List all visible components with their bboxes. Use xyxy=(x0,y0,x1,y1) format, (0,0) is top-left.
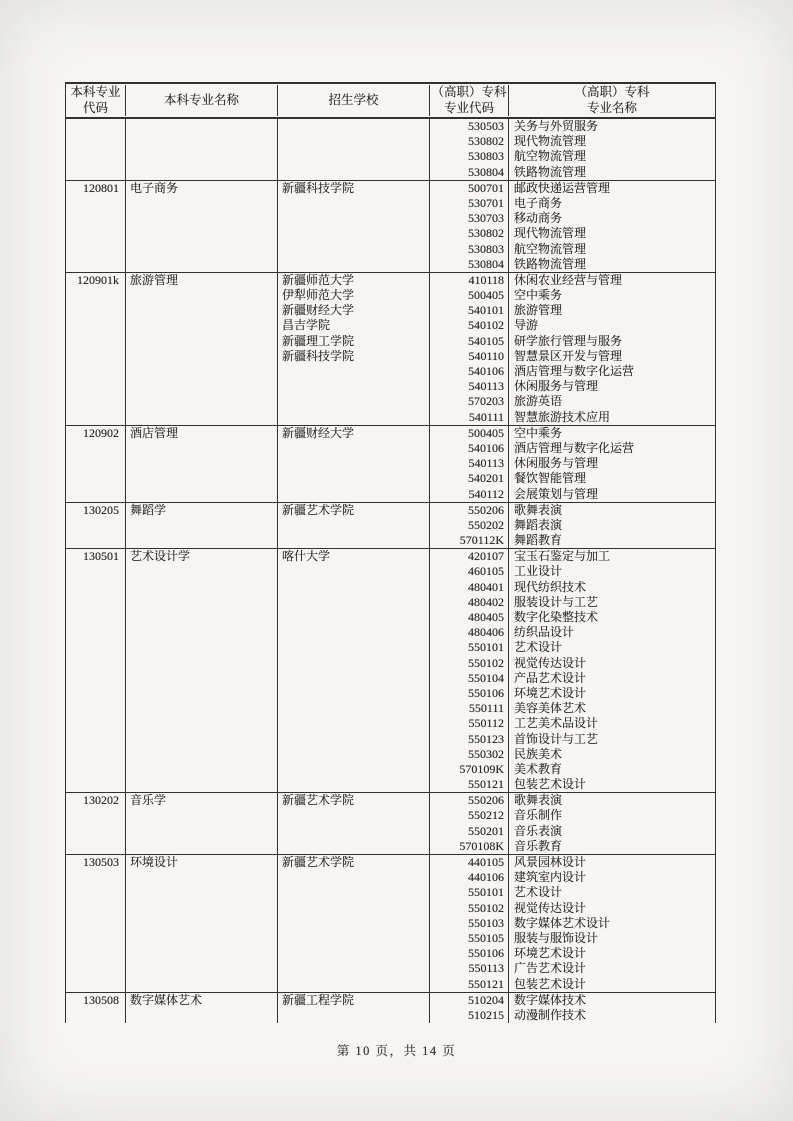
vocational-name: 歌舞表演 xyxy=(514,793,563,808)
vocational-name-cell xyxy=(509,181,715,272)
vocational-name: 数字媒体技术 xyxy=(514,992,587,1007)
bachelor-code: 130508 xyxy=(83,992,119,1007)
vocational-code: 570203 xyxy=(468,394,504,409)
header-vocational-name-line1: （高职）专科 xyxy=(574,85,650,99)
vocational-name: 休闲农业经营与管理 xyxy=(514,272,623,287)
vocational-name: 美容美体艺术 xyxy=(514,701,587,716)
school-line: 新疆师范大学 xyxy=(282,272,355,287)
bachelor-name-cell xyxy=(126,181,278,272)
vocational-code: 550101 xyxy=(468,640,504,655)
vocational-code: 530701 xyxy=(468,195,504,210)
school-cell xyxy=(278,181,430,272)
vocational-name: 视觉传达设计 xyxy=(514,900,587,915)
vocational-code: 480402 xyxy=(468,594,504,609)
bachelor-name: 酒店管理 xyxy=(130,425,179,440)
vocational-name-cell xyxy=(509,503,715,549)
vocational-code: 530503 xyxy=(468,119,504,133)
vocational-name: 音乐表演 xyxy=(514,823,563,838)
vocational-code: 550103 xyxy=(468,915,504,930)
vocational-name: 动漫制作技术 xyxy=(514,1007,587,1022)
bachelor-name-cell xyxy=(126,119,278,180)
vocational-code: 550212 xyxy=(468,808,504,823)
vocational-name: 旅游英语 xyxy=(514,394,563,409)
vocational-code: 540106 xyxy=(468,364,504,378)
vocational-code: 410118 xyxy=(468,272,504,287)
vocational-code: 440105 xyxy=(468,855,504,869)
vocational-name: 会展策划与管理 xyxy=(514,486,599,501)
vocational-code-cell xyxy=(430,273,509,425)
vocational-code: 540101 xyxy=(468,303,504,318)
header-vocational-code xyxy=(430,85,509,116)
bachelor-name-cell xyxy=(126,855,278,992)
vocational-code-cell xyxy=(430,793,509,854)
vocational-name-cell xyxy=(509,119,715,180)
bachelor-code-cell xyxy=(66,855,126,992)
vocational-code-cell xyxy=(430,119,509,180)
vocational-code: 550123 xyxy=(468,731,504,746)
bachelor-code: 120801 xyxy=(83,180,119,195)
vocational-code: 550106 xyxy=(468,685,504,700)
school-line: 新疆艺术学院 xyxy=(282,502,355,517)
vocational-code: 500701 xyxy=(468,180,504,195)
vocational-name: 音乐教育 xyxy=(514,838,563,853)
bachelor-code: 130205 xyxy=(83,502,119,517)
bachelor-code-cell xyxy=(66,119,126,180)
table-row xyxy=(66,503,715,550)
vocational-name: 工业设计 xyxy=(514,564,563,579)
vocational-name-cell xyxy=(509,273,715,425)
vocational-name: 研学旅行管理与服务 xyxy=(514,333,623,348)
vocational-name: 导游 xyxy=(514,318,539,333)
vocational-code: 510204 xyxy=(468,992,504,1007)
vocational-name: 空中乘务 xyxy=(514,425,563,440)
vocational-code: 540106 xyxy=(468,440,504,455)
school-line: 喀什大学 xyxy=(282,549,331,564)
vocational-name: 移动商务 xyxy=(514,211,563,226)
vocational-code: 530802 xyxy=(468,226,504,241)
vocational-code: 530804 xyxy=(468,164,504,179)
vocational-code: 460105 xyxy=(468,564,504,579)
vocational-name: 航空物流管理 xyxy=(514,241,587,256)
bachelor-code: 130202 xyxy=(83,793,119,808)
header-vocational-name-line2: 专业名称 xyxy=(586,100,637,115)
school-cell xyxy=(278,549,430,792)
school-cell xyxy=(278,855,430,992)
school-cell xyxy=(278,993,430,1023)
vocational-name: 环境艺术设计 xyxy=(514,946,587,961)
school-line: 昌吉学院 xyxy=(282,318,331,333)
vocational-name: 智慧景区开发与管理 xyxy=(514,348,623,363)
header-bachelor-code-line1: 本科专业 xyxy=(70,85,121,99)
vocational-name: 纺织品设计 xyxy=(514,625,575,640)
majors-mapping-table xyxy=(65,82,716,1023)
vocational-code: 530803 xyxy=(468,241,504,256)
vocational-name: 铁路物流管理 xyxy=(514,256,587,271)
bachelor-code xyxy=(66,119,119,134)
bachelor-name-cell xyxy=(126,993,278,1023)
vocational-code: 540201 xyxy=(468,471,504,486)
vocational-name: 艺术设计 xyxy=(514,640,563,655)
header-vocational-name xyxy=(509,85,715,116)
vocational-name-cell xyxy=(509,793,715,854)
school-cell xyxy=(278,793,430,854)
school-line: 新疆科技学院 xyxy=(282,348,355,363)
school-line: 新疆理工学院 xyxy=(282,333,355,348)
table-body xyxy=(66,119,715,1023)
vocational-code: 540111 xyxy=(468,409,504,424)
bachelor-name-cell xyxy=(126,503,278,549)
vocational-name-cell xyxy=(509,549,715,792)
vocational-code: 540105 xyxy=(468,333,504,348)
vocational-name: 酒店管理与数字化运营 xyxy=(514,440,635,455)
school-line: 新疆艺术学院 xyxy=(282,793,355,808)
vocational-name: 电子商务 xyxy=(514,195,563,210)
school-line: 新疆艺术学院 xyxy=(282,855,355,869)
vocational-code-cell xyxy=(430,503,509,549)
vocational-code: 550112 xyxy=(468,716,504,731)
school-cell xyxy=(278,503,430,549)
bachelor-code-cell xyxy=(66,181,126,272)
vocational-name: 广告艺术设计 xyxy=(514,961,587,976)
school-line: 新疆工程学院 xyxy=(282,992,355,1007)
vocational-name: 现代物流管理 xyxy=(514,134,587,149)
school-cell xyxy=(278,119,430,180)
school-line: 新疆科技学院 xyxy=(282,180,355,195)
vocational-code: 550302 xyxy=(468,746,504,761)
vocational-code: 550104 xyxy=(468,670,504,685)
vocational-name: 休闲服务与管理 xyxy=(514,456,599,471)
vocational-name: 工艺美术品设计 xyxy=(514,716,599,731)
vocational-code: 550202 xyxy=(468,517,504,532)
vocational-code: 530804 xyxy=(468,256,504,271)
vocational-name: 旅游管理 xyxy=(514,303,563,318)
vocational-name: 美术教育 xyxy=(514,761,563,776)
vocational-name: 关务与外贸服务 xyxy=(514,119,599,133)
bachelor-name: 电子商务 xyxy=(130,180,179,195)
vocational-code: 570112K xyxy=(459,533,504,548)
vocational-name: 餐饮智能管理 xyxy=(514,471,587,486)
vocational-name: 舞蹈表演 xyxy=(514,517,563,532)
vocational-code: 550106 xyxy=(468,946,504,961)
vocational-code: 550121 xyxy=(468,976,504,991)
vocational-code-cell xyxy=(430,426,509,502)
bachelor-name-cell xyxy=(126,549,278,792)
school-cell xyxy=(278,426,430,502)
vocational-name: 现代纺织技术 xyxy=(514,579,587,594)
vocational-code: 540110 xyxy=(468,348,504,363)
vocational-name: 邮政快递运营管理 xyxy=(514,180,611,195)
vocational-code: 550105 xyxy=(468,930,504,945)
vocational-name: 航空物流管理 xyxy=(514,149,587,164)
bachelor-code-cell xyxy=(66,503,126,549)
vocational-name: 艺术设计 xyxy=(514,885,563,900)
bachelor-code: 130501 xyxy=(83,549,119,564)
vocational-name: 首饰设计与工艺 xyxy=(514,731,599,746)
school-line: 新疆财经大学 xyxy=(282,303,355,318)
vocational-code: 540112 xyxy=(468,486,504,501)
vocational-code: 550121 xyxy=(468,777,504,792)
table-row xyxy=(66,426,715,503)
vocational-code: 530703 xyxy=(468,211,504,226)
vocational-name: 环境艺术设计 xyxy=(514,685,587,700)
vocational-code-cell xyxy=(430,855,509,992)
school-line: 新疆财经大学 xyxy=(282,425,355,440)
vocational-name: 智慧旅游技术应用 xyxy=(514,409,611,424)
vocational-name: 宝玉石鉴定与加工 xyxy=(514,549,611,564)
vocational-name: 休闲服务与管理 xyxy=(514,379,599,394)
bachelor-code-cell xyxy=(66,273,126,425)
bachelor-code: 120901k xyxy=(77,272,119,287)
vocational-code: 480401 xyxy=(468,579,504,594)
vocational-code: 540113 xyxy=(468,456,504,471)
vocational-code: 550113 xyxy=(468,961,504,976)
vocational-code: 500405 xyxy=(468,288,504,303)
vocational-name-cell xyxy=(509,855,715,992)
table-row xyxy=(66,119,715,181)
vocational-code: 540113 xyxy=(468,379,504,394)
vocational-code: 550102 xyxy=(468,900,504,915)
vocational-code: 480405 xyxy=(468,610,504,624)
bachelor-code-cell xyxy=(66,993,126,1023)
vocational-code: 530803 xyxy=(468,149,504,164)
header-bachelor-name: 本科专业名称 xyxy=(126,85,278,116)
vocational-name: 空中乘务 xyxy=(514,288,563,303)
vocational-name-cell xyxy=(509,993,715,1023)
bachelor-name: 环境设计 xyxy=(130,855,179,869)
vocational-code-cell xyxy=(430,993,509,1023)
vocational-code: 550111 xyxy=(468,701,504,716)
bachelor-name-cell xyxy=(126,793,278,854)
header-bachelor-code xyxy=(66,85,126,116)
bachelor-code-cell xyxy=(66,426,126,502)
vocational-name: 产品艺术设计 xyxy=(514,670,587,685)
table-row xyxy=(66,855,715,993)
vocational-name: 包装艺术设计 xyxy=(514,976,587,991)
vocational-code: 530802 xyxy=(468,134,504,149)
bachelor-code: 130503 xyxy=(83,855,119,869)
table-row xyxy=(66,993,715,1023)
table-row xyxy=(66,793,715,855)
bachelor-code-cell xyxy=(66,549,126,792)
table-header-row xyxy=(66,84,715,119)
vocational-name: 酒店管理与数字化运营 xyxy=(514,364,635,378)
bachelor-name: 艺术设计学 xyxy=(130,549,191,564)
table-row xyxy=(66,181,715,273)
bachelor-name: 数字媒体艺术 xyxy=(130,992,203,1007)
vocational-code-cell xyxy=(430,549,509,792)
vocational-name: 舞蹈教育 xyxy=(514,533,563,548)
vocational-name: 建筑室内设计 xyxy=(514,870,587,885)
header-bachelor-code-line2: 代码 xyxy=(82,100,108,115)
vocational-code: 420107 xyxy=(468,549,504,564)
vocational-code: 550206 xyxy=(468,502,504,517)
vocational-name: 现代物流管理 xyxy=(514,226,587,241)
vocational-name: 民族美术 xyxy=(514,746,563,761)
school-line: 伊犁师范大学 xyxy=(282,288,355,303)
vocational-name: 服装与服饰设计 xyxy=(514,930,599,945)
vocational-name-cell xyxy=(509,426,715,502)
vocational-name: 数字媒体艺术设计 xyxy=(514,915,611,930)
bachelor-name: 旅游管理 xyxy=(130,272,179,287)
vocational-code: 480406 xyxy=(468,625,504,640)
vocational-code: 440106 xyxy=(468,870,504,885)
table-row xyxy=(66,273,715,426)
vocational-code: 570108K xyxy=(459,838,504,853)
table-row xyxy=(66,549,715,793)
vocational-code: 510215 xyxy=(468,1007,504,1022)
bachelor-code: 120902 xyxy=(83,425,119,440)
vocational-name: 视觉传达设计 xyxy=(514,655,587,670)
header-vocational-code-line2: 专业代码 xyxy=(443,100,494,115)
vocational-name: 铁路物流管理 xyxy=(514,164,587,179)
vocational-code: 540102 xyxy=(468,318,504,333)
vocational-name: 风景园林设计 xyxy=(514,855,587,869)
vocational-name: 服装设计与工艺 xyxy=(514,594,599,609)
bachelor-name-cell xyxy=(126,426,278,502)
vocational-code: 570109K xyxy=(459,761,504,776)
vocational-code: 500405 xyxy=(468,425,504,440)
vocational-name: 数字化染整技术 xyxy=(514,610,599,624)
vocational-code: 550101 xyxy=(468,885,504,900)
page-number-footer: 第 10 页，共 14 页 xyxy=(336,1044,457,1058)
header-school: 招生学校 xyxy=(278,85,430,116)
bachelor-name: 舞蹈学 xyxy=(130,502,167,517)
bachelor-name-cell xyxy=(126,273,278,425)
vocational-name: 音乐制作 xyxy=(514,808,563,823)
vocational-code: 550206 xyxy=(468,793,504,808)
bachelor-name xyxy=(130,119,277,134)
vocational-code-cell xyxy=(430,181,509,272)
header-vocational-code-line1: （高职）专科 xyxy=(431,85,507,99)
vocational-code: 550201 xyxy=(468,823,504,838)
bachelor-code-cell xyxy=(66,793,126,854)
school-cell xyxy=(278,273,430,425)
bachelor-name: 音乐学 xyxy=(130,793,167,808)
vocational-name: 歌舞表演 xyxy=(514,502,563,517)
vocational-name: 包装艺术设计 xyxy=(514,777,587,792)
vocational-code: 550102 xyxy=(468,655,504,670)
